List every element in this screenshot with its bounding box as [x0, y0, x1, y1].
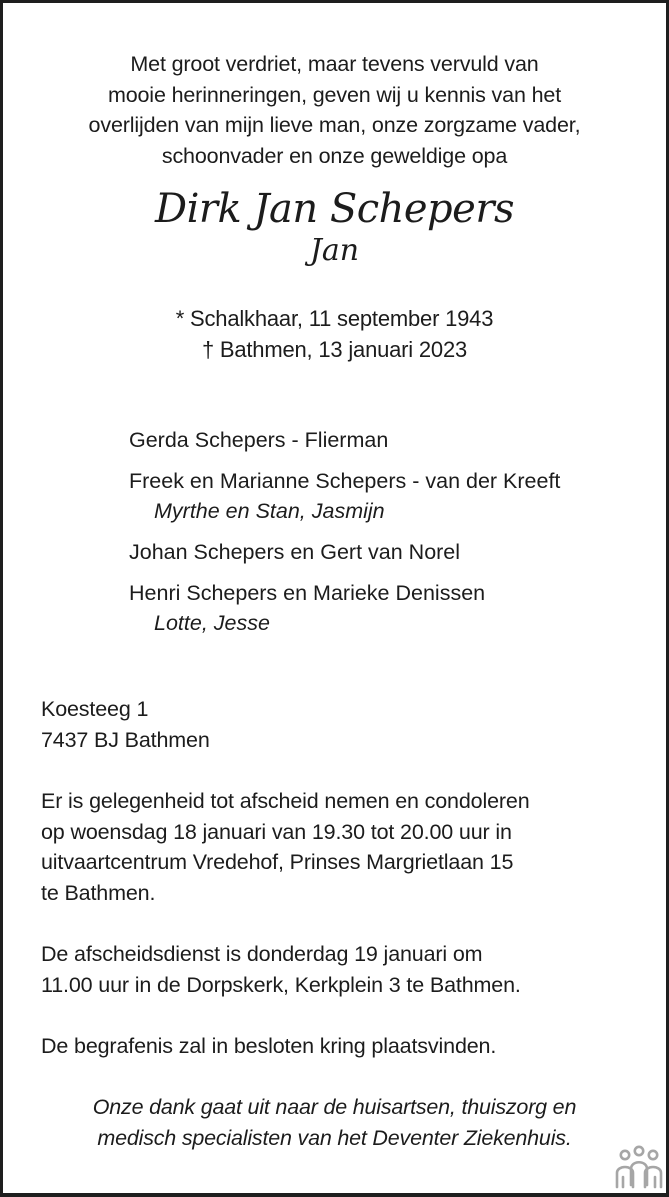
family-entry: [129, 425, 560, 455]
text-line: Er is gelegenheid tot afscheid nemen en condoleren: [41, 789, 530, 813]
text-line: op woensdag 18 januari van 19.30 tot 20.00 uur in: [41, 819, 512, 844]
text-line: uitvaartcentrum Vredehof, Prinses Margrietlaan 15: [41, 850, 514, 874]
family-entry: [129, 466, 560, 526]
family-name: Gerda Schepers - Flierman: [129, 428, 389, 452]
family-name: Freek en Marianne Schepers - van der Kreeft: [129, 469, 561, 493]
text-line: 11.00 uur in de Dorpskerk, Kerkplein 3 te Bathmen.: [41, 972, 521, 997]
family-list: [129, 425, 560, 649]
thanks-line: Onze dank gaat uit naar de huisartsen, thuiszorg en: [92, 1095, 577, 1119]
intro-line: Met groot verdriet, maar tevens vervuld van: [130, 52, 539, 76]
text-line: De begrafenis zal in besloten kring plaatsvinden.: [41, 1034, 497, 1058]
birth-date: * Schalkhaar, 11 september 1943: [175, 306, 494, 331]
family-group-icon: [614, 1145, 664, 1189]
address-city: 7437 BJ Bathmen: [41, 727, 210, 752]
text-line: De afscheidsdienst is donderdag 19 januari om: [41, 942, 483, 966]
grandchildren: Myrthe en Stan, Jasmijn: [154, 499, 385, 523]
condolence-paragraph: [41, 786, 646, 908]
thanks-line: medisch specialisten van het Deventer Ziekenhuis.: [97, 1125, 572, 1150]
life-dates: [3, 303, 666, 365]
intro-line: schoonvader en onze geweldige opa: [161, 143, 508, 168]
intro-line: mooie herinneringen, geven wij u kennis van het: [107, 82, 562, 107]
family-name: Johan Schepers en Gert van Norel: [129, 540, 461, 564]
deceased-full-name: Dirk Jan Schepers: [155, 186, 514, 232]
grandchildren: Lotte, Jesse: [154, 611, 270, 635]
intro-line: overlijden van mijn lieve man, onze zorgzame vader,: [88, 113, 581, 137]
address-street: Koesteeg 1: [41, 697, 149, 721]
family-name: Henri Schepers en Marieke Denissen: [129, 581, 486, 605]
burial-paragraph: [41, 1031, 646, 1062]
text-line: te Bathmen.: [41, 880, 156, 905]
death-date: † Bathmen, 13 januari 2023: [201, 337, 468, 362]
deceased-nickname: Jan: [309, 233, 360, 268]
correspondence-address: [41, 694, 646, 755]
service-paragraph: [41, 939, 646, 1000]
family-entry: [129, 537, 560, 567]
thanks-text: [3, 1092, 666, 1153]
family-entry: [129, 578, 560, 638]
intro-text: [3, 49, 666, 171]
